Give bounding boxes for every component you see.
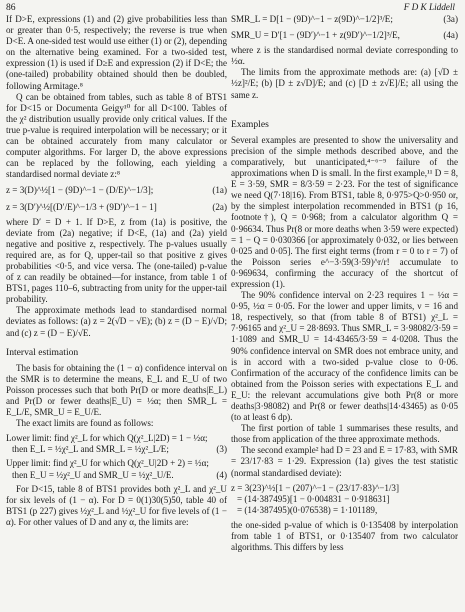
paragraph: If D>E, expressions (1) and (2) give probabilities less than or greater than 0·5, respectively; the reverse is true when D<E. A one-sided test would use either (1) or (2), depending on the alternative being examined. For a two-sided test, expression (1) is used if D≥E and expression (2) if D<E; the (one-tailed) probability obtained should then be doubled, following Armitage.⁸ xyxy=(6,14,227,91)
equation-text: SMR_U = D′[1 − (9D′)^−1 + z(9D′)^−1/2]³/E, xyxy=(231,30,400,41)
paragraph: The limits from the approximate methods are: (a) [√D ± ½z]²/E; (b) [D ± z√D]/E; and (c) [D ± z√E]/E; all using the same z. xyxy=(231,67,458,100)
calculation-line: = (14·387495)[1 − 0·004831 − 0·918631] xyxy=(237,493,390,504)
paragraph: where D′ = D + 1. If D>E, z from (1a) is positive, the deviate from (2a) negative; if D<E, (1a) and (2a) yield negative and positive z, respectively. The p-values usually required are, as for Q, upper-tail so that positive z gives probabilities <0·5, and vice versa. The (one-tailed) p-value of z can readily be obtained—for instance, from table 1 of BTS1, pages 110–6, subtracting from unity for the upper-tail probability. xyxy=(6,216,227,305)
page-number: 86 xyxy=(6,2,16,13)
paragraph: The basis for obtaining the (1 − α) confidence interval on the SMR is to determine the means, E_L and E_U of two Poisson processes such that both Pr(D or more deaths|E_L) and Pr(D or fewer deaths|E_U) = ½α; then SMR_L = E_L/E, SMR_U = E_U/E. xyxy=(6,362,227,418)
left-column xyxy=(6,14,227,528)
upper-limit-rule: Upper limit: find χ²_U for which Q(χ²_U|2D + 2) = ½α; xyxy=(6,458,209,469)
paragraph: Several examples are presented to show the universality and precision of the simple methods described above, and the comparatively, but unanticipated,⁴⁻⁶⁻⁹ failure of the approximations when D is small. In the first example,¹¹ D = 8, E = 3·59, SMR = 8/3·59 = 2·23. For the test of significance we need Q(7·18|16). From BTS1, table 8, 0·975>Q>0·950 or, by the simplest interpolation recommended in BTS1 (p 16, footnote†), Q = 0·968; from a calculator algorithm Q = 0·96634. Thus Pr(8 or more deaths when 3·59 were expected) = 1 − Q = 0·030366 [or approximately 0·032, or lies between 0·025 and 0·05]. The first eight terms (from r = 0 to r = 7) of the Poisson series e^−3·59(3·59)^r/r! accumulate to 0·969634, confirming the accuracy of the shortcut of expression (1). xyxy=(231,134,458,289)
paragraph: Q can be obtained from tables, such as table 8 of BTS1 for D<15 or Documenta Geigy¹⁰ for all D<100. Tables of the χ² distribution usually provide only critical values. If the true p-value is required interpolation will be necessary; or it can be obtained accurately from many calculator or computer algorithms. For larger D, the above expressions can be replaced by the following, each yielding a standardised normal deviate z:⁸ xyxy=(6,91,227,180)
equation-text: then E_U = ½χ²_U and SMR_U = ½χ²_U/E. xyxy=(12,469,174,480)
paragraph: The exact limits are found as follows: xyxy=(16,418,154,429)
paragraph: For D<15, table 8 of BTS1 provides both χ²_L and χ²_U for six levels of (1 − α). For D = 0(1)30(5)50, table 40 of BTS1 (p 227) gives ½χ²_L and ½χ²_U for five levels of (1 − α). For other values of D and any α, the limits are: xyxy=(6,483,227,527)
lower-limit-result xyxy=(6,444,227,455)
equation-text: z = 3(D′)^½[(D′/E)^−1/3 + (9D′)^−1 − 1] xyxy=(6,201,157,212)
upper-limit-result xyxy=(6,470,227,481)
equation-3a xyxy=(231,14,458,25)
equation-number: (4) xyxy=(216,469,227,480)
equation-number: (4a) xyxy=(443,30,458,41)
paragraph: The approximate methods lead to standardised normal deviates as follows: (a) z = 2(√D − √E); (b) z = (D − E)/√D; and (c) z = (D − E)/√E. xyxy=(6,305,227,338)
section-heading: Interval estimation xyxy=(6,346,79,358)
equation-2a xyxy=(6,202,227,213)
lower-limit-rule: Lower limit: find χ²_L for which Q(χ²_L|2D) = 1 − ½α; xyxy=(6,433,208,444)
equation-4a xyxy=(231,30,458,41)
equation-number: (2a) xyxy=(212,201,227,212)
calculation-line: = (14·387495)(0·076538) = 1·101189, xyxy=(237,504,378,515)
paragraph: The 90% confidence interval on 2·23 requires 1 − ½α = 0·95, ½α = 0·05. For the lower and upper limits, ν = 16 and 18, respectively, so that (from table 8 of BTS1) χ²_L = 7·96165 and χ²_U = 28·8693. Thus SMR_L = 3·98082/3·59 = 1·1089 and SMR_U = 14·43465/3·59 = 4·0208. Thus the 90% confidence interval on SMR does not embrace unity, and is in accord with a two-sided p-value close to 0·06. Confirmation of the accuracy of the confidence limits can be obtained from the Poisson series with expectations E_L and E_U: the relevant accumulations give both Pr(8 or more deaths|3·98082) and Pr(8 or fewer deaths|14·43465) as 0·05 (to at least 6 dp). xyxy=(231,290,458,423)
equation-number: (3) xyxy=(216,444,227,455)
equation-text: z = 3(D)^½[1 − (9D)^−1 − (D/E)^−1/3]; xyxy=(6,185,154,196)
equation-number: (3a) xyxy=(443,14,458,24)
paragraph: The second example² had D = 23 and E = 17·83, with SMR = 23/17·83 = 1·29. Expression (1a) gives the test statistic (normal standardised deviate): xyxy=(231,445,458,478)
calculation-line: z = 3(23)^½[1 − (207)^−1 − (23/17·83)^−1/3] xyxy=(231,482,399,493)
running-head: F D K Liddell xyxy=(403,2,455,12)
paragraph: the one-sided p-value of which is 0·135408 by interpolation from table 1 of BTS1, or 0·135407 from two calculator algorithms. This differs by less xyxy=(231,519,458,553)
paragraph: where z is the standardised normal deviate corresponding to ½α. xyxy=(231,45,458,67)
equation-number: (1a) xyxy=(212,185,227,196)
equation-text: SMR_L = D[1 − (9D)^−1 − z(9D)^−1/2]³/E; xyxy=(231,14,393,24)
right-column xyxy=(231,14,458,553)
section-heading: Examples xyxy=(231,118,269,130)
equation-text: then E_L = ½χ²_L and SMR_L = ½χ²_L/E; xyxy=(12,444,169,455)
paragraph: The first portion of table 1 summarises these results, and those from application of the three approximate methods. xyxy=(231,423,458,445)
equation-1a xyxy=(6,185,227,196)
